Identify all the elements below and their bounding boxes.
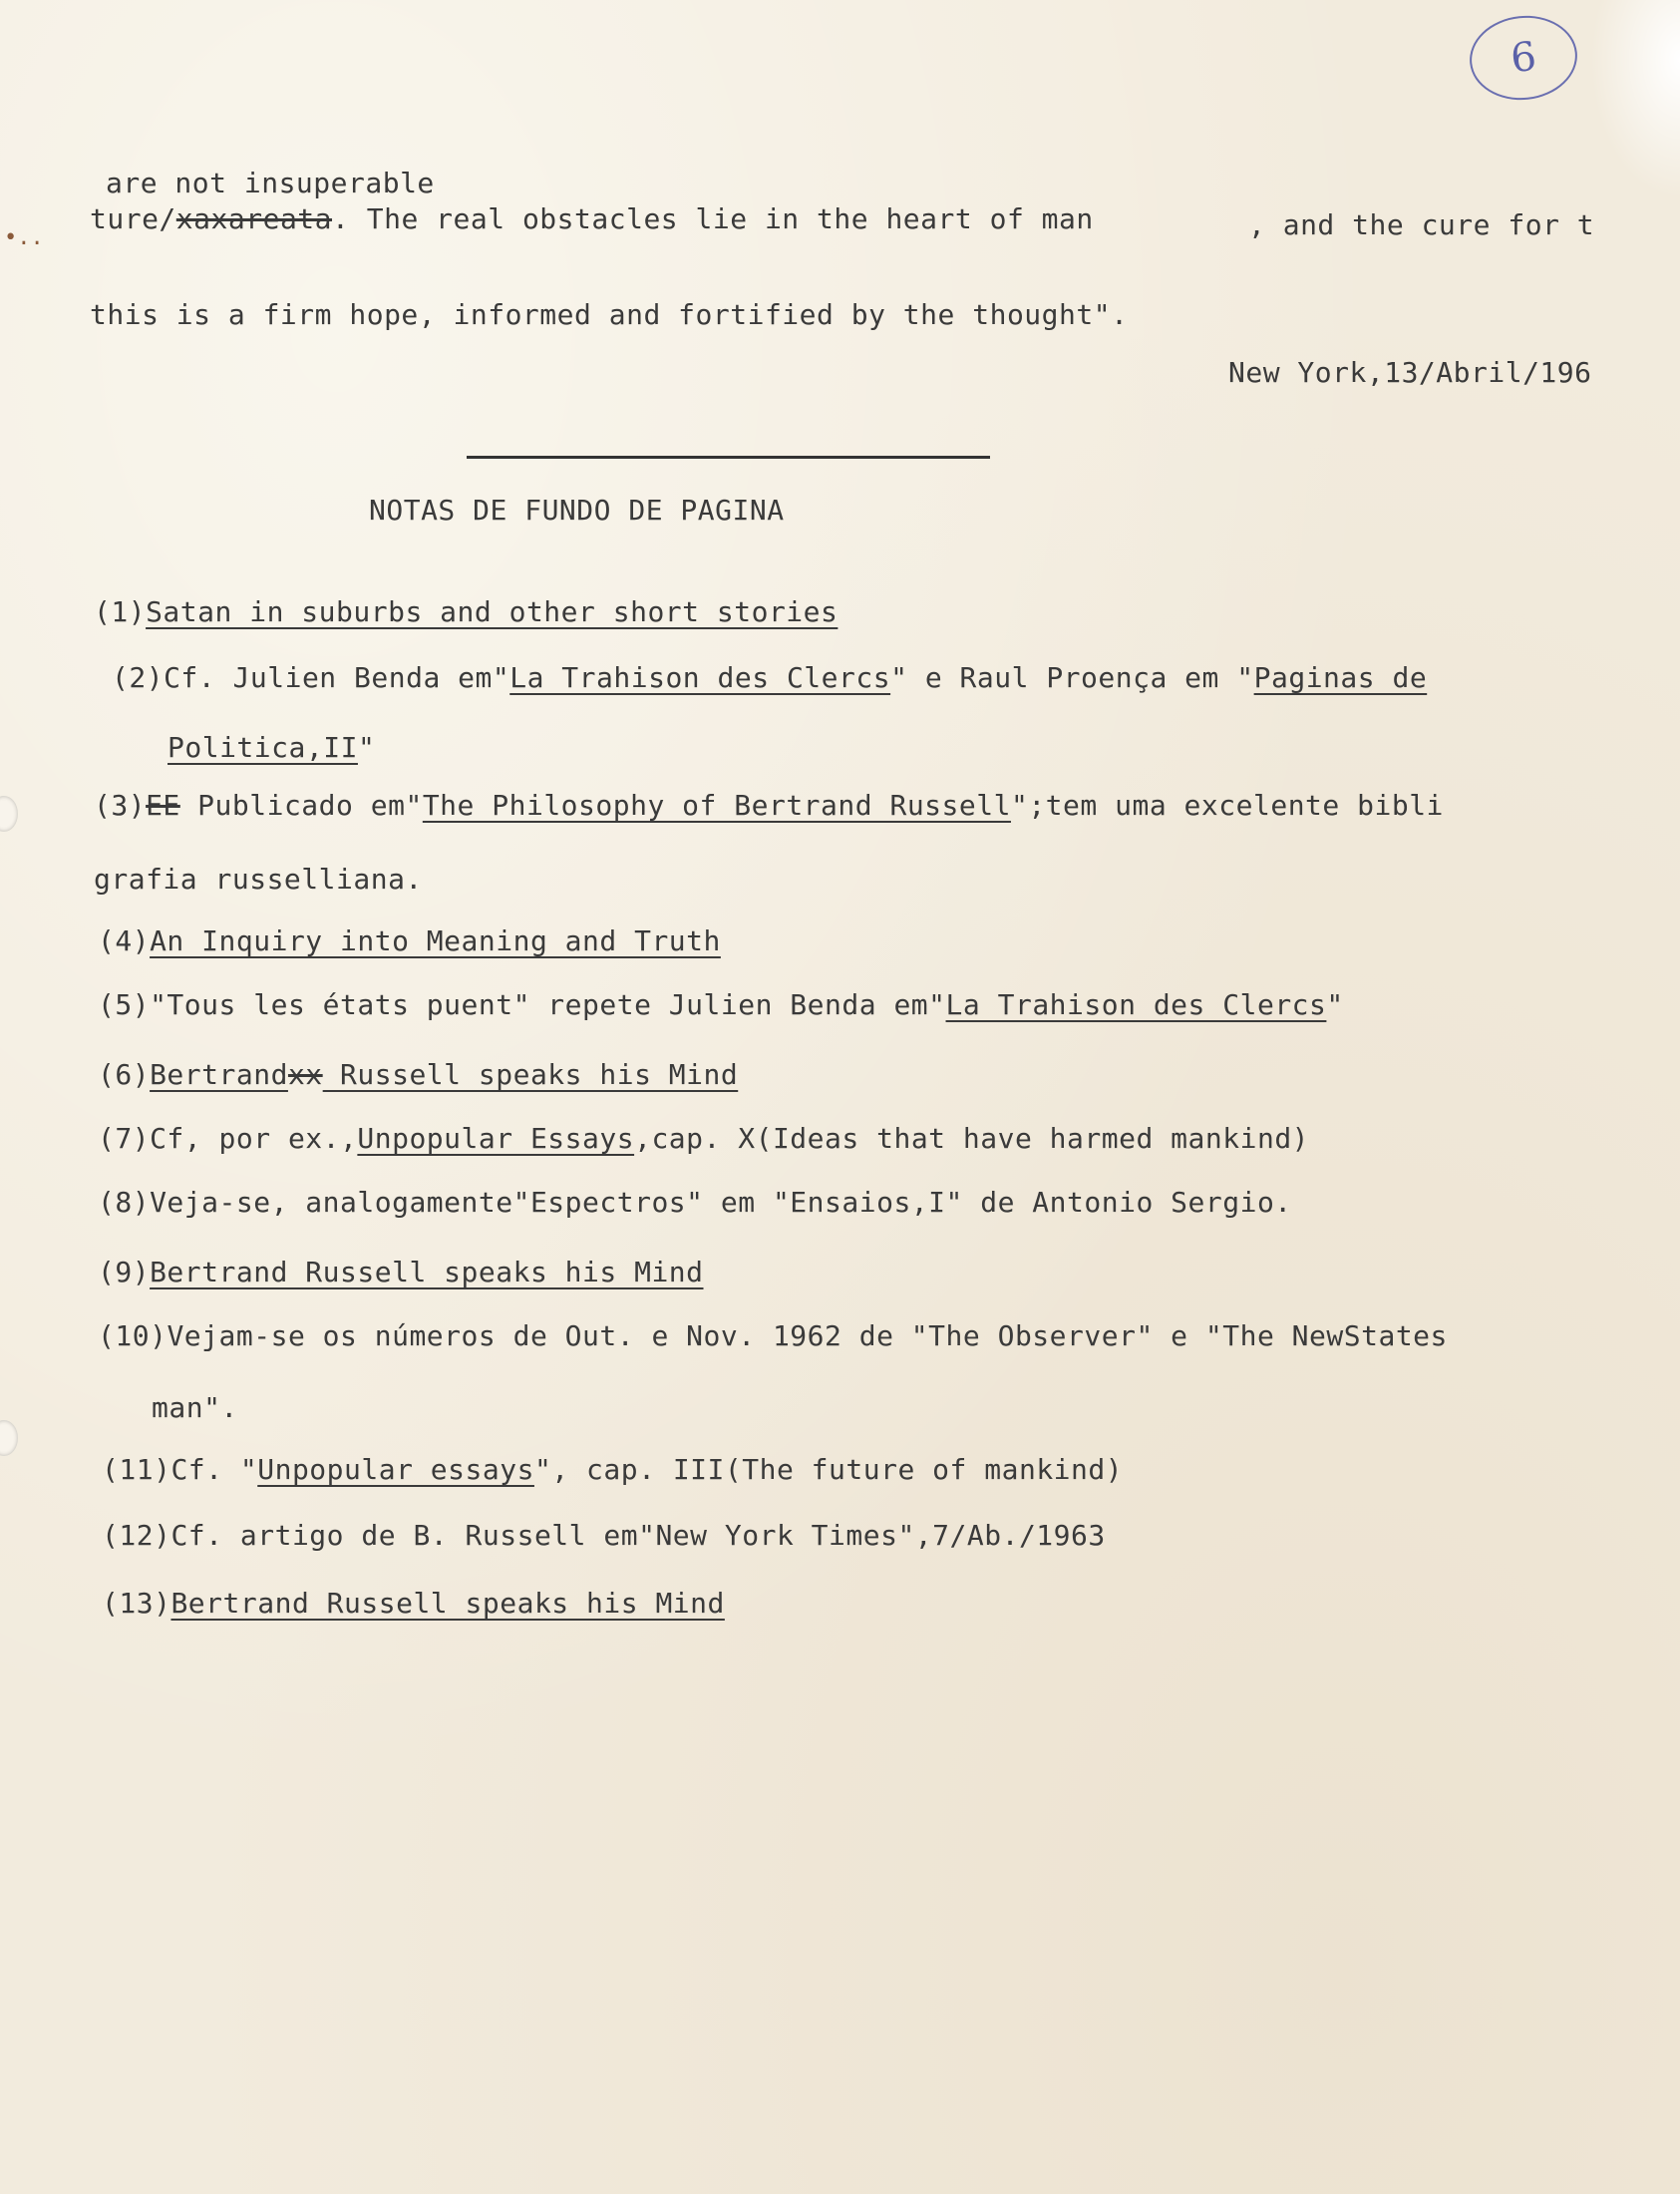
page-number xyxy=(1466,11,1581,106)
paper-edge-wear xyxy=(1590,0,1680,199)
footnote-2-cont: Politica,II" xyxy=(168,731,376,764)
intro-line-1-end: , and the cure for t xyxy=(1248,208,1595,241)
footnote-10-cont: man". xyxy=(152,1391,238,1424)
punch-hole-upper xyxy=(0,796,18,832)
margin-insertion-mark: •.. xyxy=(4,225,44,250)
footnote-7: (7)Cf, por ex.,Unpopular Essays,cap. X(Ideas that have harmed mankind) xyxy=(98,1122,1310,1155)
section-divider xyxy=(467,456,990,459)
footnote-9: (9)Bertrand Russell speaks his Mind xyxy=(98,1256,704,1288)
footnote-5: (5)"Tous les états puent" repete Julien Benda em"La Trahison des Clercs" xyxy=(98,988,1344,1021)
footnote-6: (6)Bertrandxx Russell speaks his Mind xyxy=(98,1058,739,1091)
footnote-10: (10)Vejam-se os números de Out. e Nov. 1962 de "The Observer" e "The NewStates xyxy=(98,1319,1448,1352)
footnote-3-cont: grafia russelliana. xyxy=(94,863,423,896)
footnote-4: (4)An Inquiry into Meaning and Truth xyxy=(98,924,721,957)
footnote-13: (13)Bertrand Russell speaks his Mind xyxy=(102,1587,725,1620)
footnote-8: (8)Veja-se, analogamente"Espectros" em "Ensaios,I" de Antonio Sergio. xyxy=(98,1186,1292,1219)
intro-line-2: this is a firm hope, informed and fortified by the thought". xyxy=(90,298,1129,331)
footnote-1: (1)Satan in suburbs and other short stories xyxy=(94,595,839,628)
footnote-3: (3)EE Publicado em"The Philosophy of Bertrand Russell";tem uma excelente bibli xyxy=(94,789,1444,822)
footnote-12: (12)Cf. artigo de B. Russell em"New York Times",7/Ab./1963 xyxy=(102,1519,1106,1552)
struck-text: xaxareata xyxy=(175,202,333,235)
footnote-11: (11)Cf. "Unpopular essays", cap. III(The future of mankind) xyxy=(102,1453,1124,1486)
insertion-above: are not insuperable xyxy=(106,167,435,199)
footnotes-heading: NOTAS DE FUNDO DE PAGINA xyxy=(369,494,785,527)
intro-line-1: ture/xaxareata. The real obstacles lie in the heart of man xyxy=(90,202,1094,235)
page-number-text: 6 xyxy=(1508,33,1539,83)
dateline: New York,13/Abril/196 xyxy=(1228,356,1592,389)
punch-hole-lower xyxy=(0,1420,18,1456)
footnote-2: (2)Cf. Julien Benda em"La Trahison des Clercs" e Raul Proença em "Paginas de xyxy=(112,661,1428,694)
